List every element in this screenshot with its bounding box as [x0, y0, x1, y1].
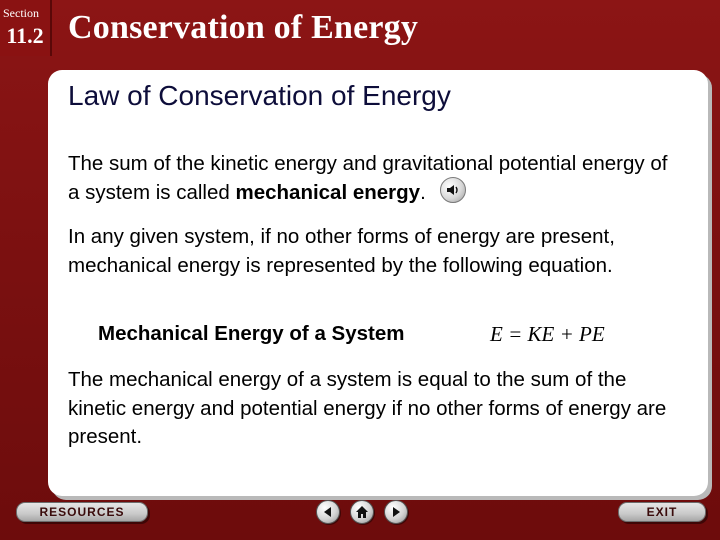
equation-label: Mechanical Energy of a System	[98, 322, 405, 345]
previous-button[interactable]	[316, 500, 340, 524]
paragraph1-end: .	[420, 180, 426, 204]
paragraph-mechanical-energy	[68, 150, 678, 207]
home-icon	[355, 505, 369, 519]
next-arrow-icon	[389, 505, 403, 519]
section-label: Section	[3, 6, 39, 20]
paragraph-conclusion: The mechanical energy of a system is equal to the sum of the kinetic energy and potential energy if no other forms of energy are present.	[68, 368, 667, 448]
equation-formula: E = KE + PE	[490, 322, 605, 346]
paragraph-equation-intro: In any given system, if no other forms of energy are present, mechanical energy is represented by the following equation.	[68, 225, 615, 277]
slide-heading: Law of Conservation of Energy	[68, 80, 451, 111]
section-block	[0, 0, 52, 56]
paragraph1-text: The sum of the kinetic energy and gravitational potential energy of a system is called	[68, 152, 668, 204]
audio-speaker-icon[interactable]	[440, 177, 466, 203]
resources-button[interactable]: RESOURCES	[16, 502, 148, 522]
previous-arrow-icon	[321, 505, 335, 519]
next-button[interactable]	[384, 500, 408, 524]
exit-button[interactable]: EXIT	[618, 502, 706, 522]
term-mechanical-energy: mechanical energy	[235, 180, 421, 204]
section-number: 11.2	[6, 23, 44, 48]
chapter-title: Conservation of Energy	[68, 9, 419, 46]
home-button[interactable]	[350, 500, 374, 524]
